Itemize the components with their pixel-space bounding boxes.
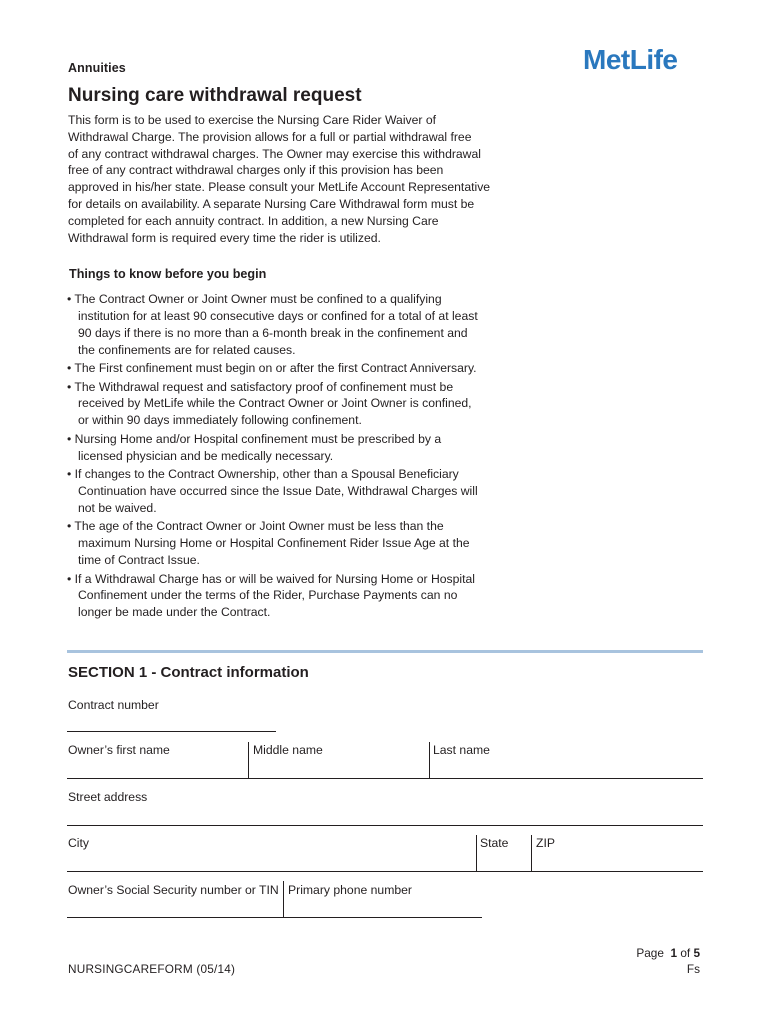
contract-number-field[interactable] [67, 731, 276, 732]
field-divider [476, 835, 477, 871]
field-divider [531, 835, 532, 871]
state-label: State [480, 836, 509, 850]
bullet-line: Confinement under the terms of the Rider, Purchase Payments can no [78, 588, 458, 603]
bullet-line: institution for at least 90 consecutive days or confined for a total of at least [78, 308, 478, 323]
intro-line: for details on availability. A separate Nursing Care Withdrawal form must be [68, 196, 475, 211]
page-number [636, 946, 700, 960]
list-item [67, 518, 497, 569]
contract-number-label: Contract number [68, 698, 159, 712]
bullet-line: longer be made under the Contract. [78, 605, 271, 620]
field-divider [248, 742, 249, 778]
page-total: 5 [693, 946, 700, 960]
list-item [67, 291, 497, 359]
intro-line: Withdrawal form is required every time the rider is utilized. [68, 230, 381, 245]
ssn-tin-label: Owner’s Social Security number or TIN [68, 883, 279, 897]
bullet-line: maximum Nursing Home or Hospital Confinement Rider Issue Age at the [78, 536, 470, 551]
list-item [67, 571, 497, 622]
bullet-line: • If a Withdrawal Charge has or will be waived for Nursing Home or Hospital [67, 571, 475, 586]
things-to-know-heading: Things to know before you begin [69, 267, 267, 281]
bullet-line: • The age of the Contract Owner or Joint Owner must be less than the [67, 519, 444, 534]
bullet-line: • The Contract Owner or Joint Owner must be confined to a qualifying [67, 292, 442, 306]
metlife-logo: MetLife [583, 44, 678, 75]
street-address-label: Street address [68, 790, 148, 804]
middle-name-label: Middle name [253, 743, 323, 757]
list-item [67, 379, 497, 430]
page-current: 1 [670, 946, 678, 960]
primary-phone-label: Primary phone number [288, 883, 412, 897]
bullet-line: licensed physician and be medically necessary. [78, 448, 334, 463]
bullet-line: Continuation have occurred since the Issue Date, Withdrawal Charges will [78, 483, 478, 498]
intro-line: approved in his/her state. Please consult your MetLife Account Representative [68, 180, 491, 195]
list-item [67, 466, 497, 517]
bullet-line: or within 90 days immediately following confinement. [78, 413, 362, 428]
bullet-line: • Nursing Home and/or Hospital confinement must be prescribed by a [67, 431, 442, 446]
field-divider [283, 881, 284, 917]
bullet-line: not be waived. [78, 500, 157, 515]
things-to-know-list [67, 291, 497, 623]
form-category: Annuities [68, 61, 126, 75]
page-code: Fs [686, 962, 700, 976]
page-of: of [680, 946, 691, 960]
page-prefix: Page [636, 946, 664, 960]
owner-name-field[interactable] [67, 778, 703, 779]
bullet-line: time of Contract Issue. [78, 553, 200, 568]
list-item [67, 431, 497, 465]
list-item [67, 360, 497, 377]
city-label: City [68, 836, 89, 850]
street-address-field[interactable] [67, 825, 703, 826]
intro-line: Withdrawal Charge. The provision allows for a full or partial withdrawal free [68, 129, 472, 144]
page-title: Nursing care withdrawal request [68, 85, 362, 106]
intro-paragraph [68, 112, 491, 246]
bullet-line: received by MetLife while the Contract Owner or Joint Owner is confined, [78, 396, 472, 411]
intro-line: of any contract withdrawal charges. The Owner may exercise this withdrawal [68, 146, 481, 161]
form-code: NURSINGCAREFORM (05/14) [68, 962, 236, 976]
bullet-line: 90 days if there is no more than a 6-month break in the confinement and [78, 325, 468, 340]
intro-line: This form is to be used to exercise the Nursing Care Rider Waiver of [68, 113, 437, 127]
last-name-label: Last name [433, 743, 490, 757]
bullet-line: • The First confinement must begin on or after the first Contract Anniversary. [67, 361, 477, 376]
field-divider [429, 742, 430, 778]
intro-line: completed for each annuity contract. In addition, a new Nursing Care [68, 213, 439, 228]
section-divider [67, 650, 703, 653]
bullet-line: • If changes to the Contract Ownership, other than a Spousal Beneficiary [67, 467, 459, 482]
city-state-zip-field[interactable] [67, 871, 703, 872]
intro-line: free of any contract withdrawal charges only if this provision has been [68, 163, 444, 178]
owner-first-name-label: Owner’s first name [68, 743, 170, 757]
ssn-phone-field[interactable] [67, 917, 482, 918]
section-1-title: SECTION 1 - Contract information [68, 664, 309, 681]
bullet-line: the confinements are for related causes. [78, 342, 296, 357]
bullet-line: • The Withdrawal request and satisfactory proof of confinement must be [67, 379, 454, 394]
zip-label: ZIP [536, 836, 555, 850]
